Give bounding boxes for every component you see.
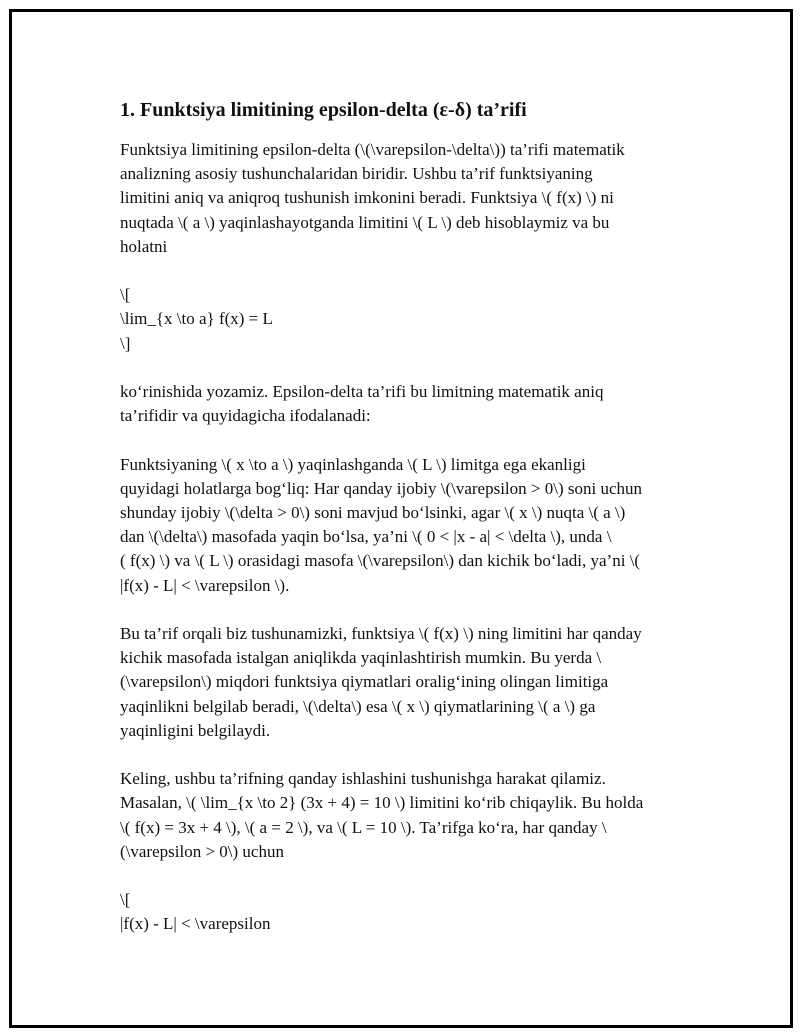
formula-inequality: \[ |f(x) - L| < \varepsilon [120,890,271,934]
section-heading: 1. Funktsiya limitining epsilon-delta (ε-δ) ta’rifi [120,99,527,121]
paragraph-intro: Funktsiya limitining epsilon-delta (\(\varepsilon-\delta\)) ta’rifi matematik analizning asosiy tushunchalaridan biridir. Ushbu ta’rif funktsiyaning limitini aniq va aniqroq tushunish imkonini beradi. Funktsiya \( f(x) \) ni nuqtada \( a \) yaqinlashayotganda limitini \( L \) deb hisoblaymiz va bu holatni [120,140,625,256]
paragraph-meaning: Bu ta’rif orqali biz tushunamizki, funktsiya \( f(x) \) ning limitini har qanday kichik masofada istalgan aniqlikda yaqinlashtirish mumkin. Bu yerda \ (\varepsilon\) miqdori funktsiya qiymatlari oralig‘ining olingan limitiga yaqinlikni belgilab beradi, \(\delta\) esa \( x \) qiymatlarining \( a \) ga yaqinligini belgilaydi. [120,624,642,740]
paragraph-notation: ko‘rinishida yozamiz. Epsilon-delta ta’rifi bu limitning matematik aniq ta’rifidir va quyidagicha ifodalanadi: [120,382,604,426]
document-body [120,96,710,937]
page-frame [9,9,793,1028]
formula-limit: \[ \lim_{x \to a} f(x) = L \] [120,285,273,353]
paragraph-example: Keling, ushbu ta’rifning qanday ishlashini tushunishga harakat qilamiz. Masalan, \( \lim_{x \to 2} (3x + 4) = 10 \) limitini ko‘rib chiqaylik. Bu holda \( f(x) = 3x + 4 \), \( a = 2 \), va \( L = 10 \). Ta’rifga ko‘ra, har qanday \ (\varepsilon > 0\) uchun [120,769,644,861]
paragraph-definition: Funktsiyaning \( x \to a \) yaqinlashganda \( L \) limitga ega ekanligi quyidagi holatlarga bog‘liq: Har qanday ijobiy \(\varepsilon > 0\) soni uchun shunday ijobiy \(\delta > 0\) soni mavjud bo‘lsinki, agar \( x \) nuqta \( a \) dan \(\delta\) masofada yaqin bo‘lsa, ya’ni \( 0 < |x - a| < \delta \), unda \ ( f(x) \) va \( L \) orasidagi masofa \(\varepsilon\) dan kichik bo‘ladi, ya’ni \( |f(x) - L| < \varepsilon \). [120,454,643,595]
